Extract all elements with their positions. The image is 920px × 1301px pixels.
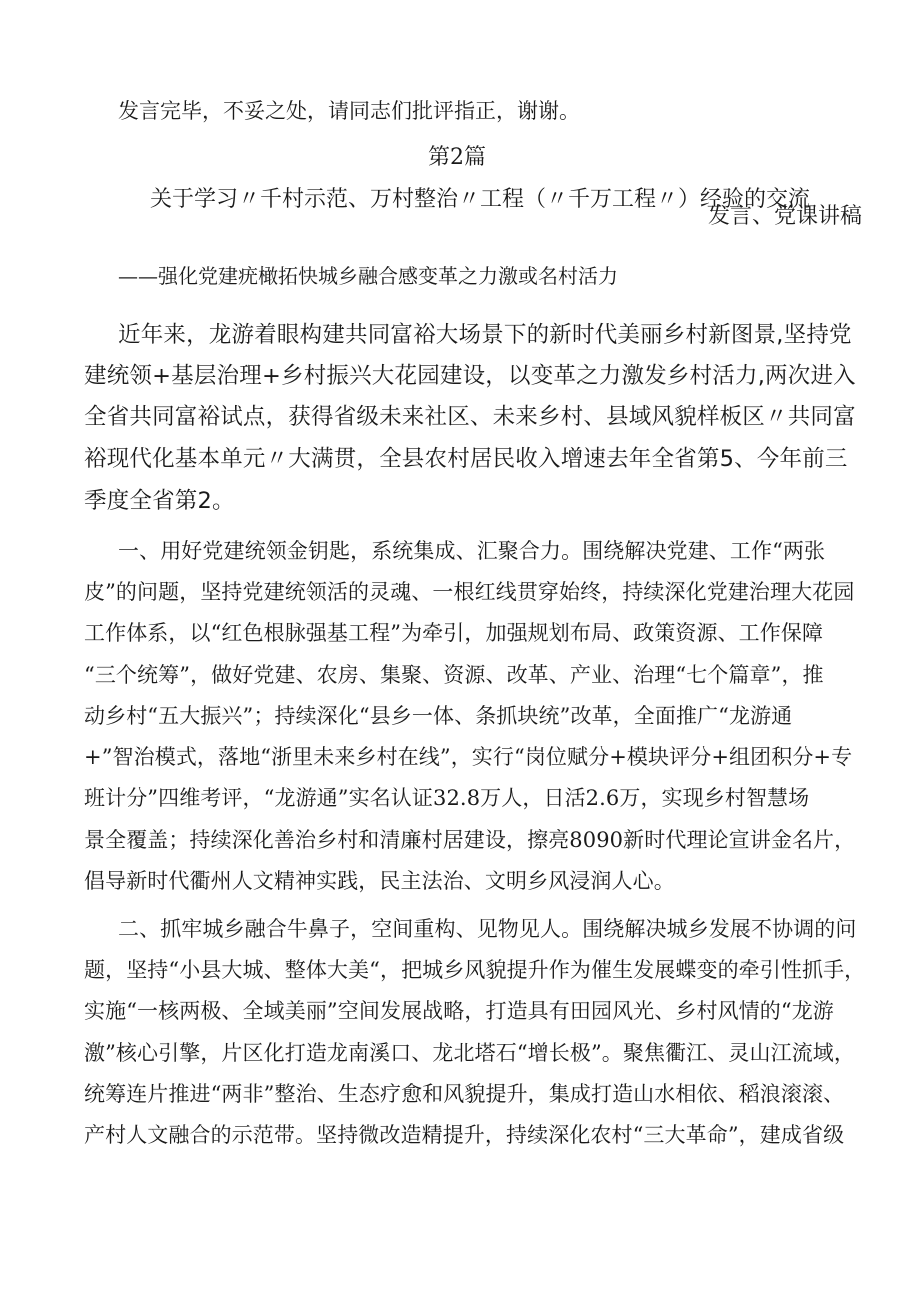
paragraph-line: +”智治模式，落地“浙里未来乡村在线”，实行“岗位赋分+模块评分+组团积分+专 (84, 745, 853, 769)
intro-line: 裕现代化基本单元〃大满贯，全县农村居民收入增速去年全省第5、今年前三 (84, 446, 848, 472)
intro-line: 近年来，龙游着眼构建共同富裕大场景下的新时代美丽乡村新图景,坚持党 (118, 322, 852, 348)
paragraph-line: 实施“一核两极、全域美丽”空间发展战略，打造具有田园风光、乡村风情的“龙游 (84, 999, 834, 1023)
paragraph-line: 二、抓牢城乡融合牛鼻子，空间重构、见物见人。围绕解决城乡发展不协调的问 (118, 917, 857, 941)
paragraph-line: 班计分”四维考评，“龙游通”实名认证32.8万人，日活2.6万，实现乡村智慧场 (84, 786, 810, 810)
paragraph-line: 动乡村“五大振兴”；持续深化“县乡一体、条抓块统”改革，全面推广“龙游通 (84, 704, 793, 728)
document-title-line-1: 关于学习〃千村示范、万村整治〃工程（〃千万工程〃）经验的交流 (150, 187, 811, 212)
paragraph-line: 景全覆盖；持续深化善治乡村和清廉村居建设，擦亮8090新时代理论宣讲金名片， (84, 828, 856, 852)
paragraph-line: 产村人文融合的示范带。坚持微改造精提升，持续深化农村“三大革命”，建成省级 (84, 1123, 845, 1147)
paragraph-line: 激”核心引擎，片区化打造龙南溪口、龙北塔石“增长极”。聚焦衢江、灵山江流域， (84, 1041, 856, 1065)
paragraph-line: 倡导新时代衢州人文精神实践，民主法治、文明乡风浸润人心。 (84, 869, 675, 893)
intro-line: 季度全省第2。 (84, 488, 235, 514)
paragraph-line: 皮”的问题，坚持党建统领活的灵魂、一根红线贯穿始终，持续深化党建治理大花园 (84, 580, 855, 604)
paragraph-line: “三个统筹”，做好党建、农房、集聚、资源、改革、产业、治理“七个篇章”，推 (84, 663, 824, 687)
paragraph-line: 一、用好党建统领金钥匙，系统集成、汇聚合力。围绕解决党建、工作“两张 (118, 539, 826, 563)
paragraph-line: 工作体系，以“红色根脉强基工程”为牵引，加强规划布局、政策资源、工作保障 (84, 621, 824, 645)
paragraph-line: 统筹连片推进“两非”整治、生态疗愈和风貌提升，集成打造山水相依、稻浪滚滚、 (84, 1082, 845, 1106)
paragraph-line: 题，坚持“小县大城、整体大美“，把城乡风貌提升作为催生发展蝶变的牵引性抓手， (84, 958, 866, 982)
intro-line: 全省共同富裕试点，获得省级未来社区、未来乡村、县域风貌样板区〃共同富 (84, 404, 856, 430)
chapter-heading: 第2篇 (428, 145, 486, 170)
document-title-line-2: 发言、党课讲稿 (708, 204, 863, 229)
closing-line: 发言完毕，不妥之处，请同志们批评指正，谢谢。 (118, 99, 580, 123)
intro-line: 建统领+基层治理+乡村振兴大花园建设，以变革之力激发乡村活力,两次进入 (84, 363, 856, 389)
document-subtitle: ——强化党建疣橄拓快城乡融合感变革之力激或名村活力 (118, 264, 618, 288)
